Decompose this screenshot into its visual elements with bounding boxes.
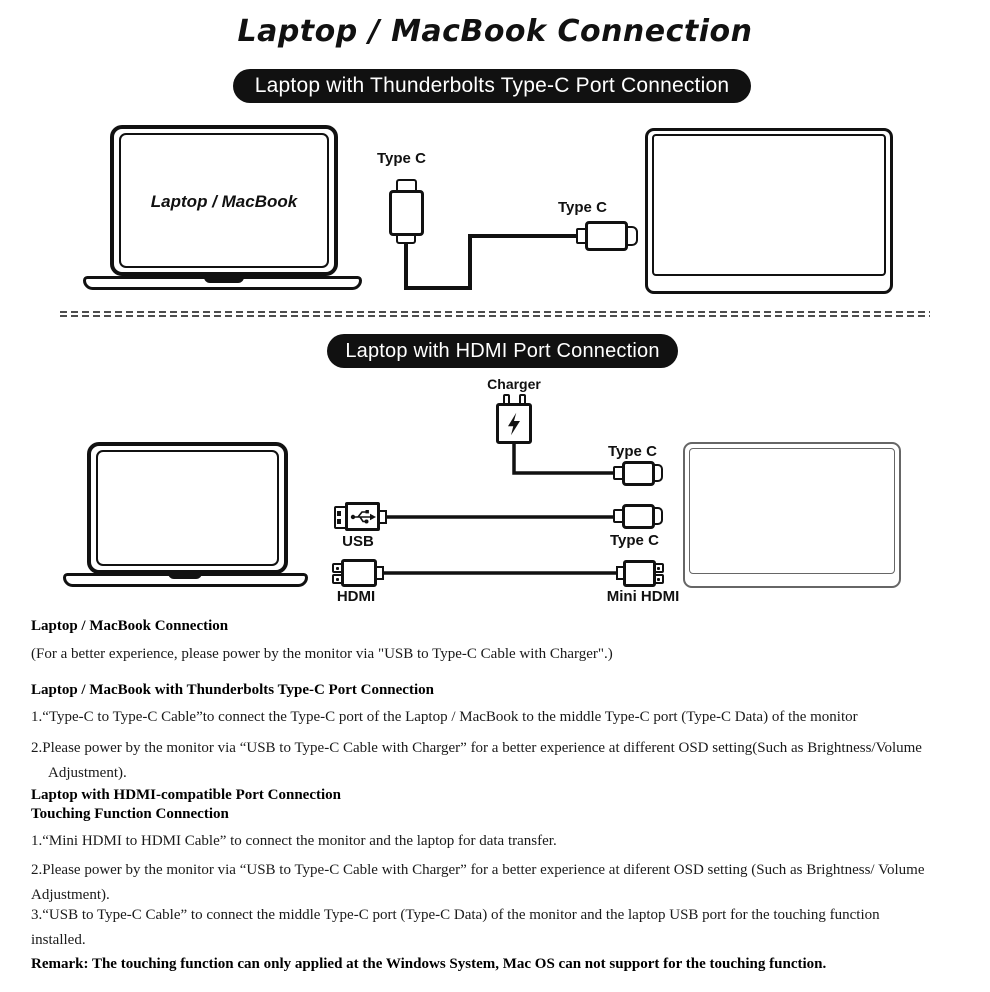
page-title: Laptop / MacBook Connection (237, 14, 753, 49)
laptop-notch (204, 276, 244, 283)
typec-connector-1-body (389, 190, 424, 236)
remark: Remark: The touching function can only applied at the Windows System, Mac OS can not support for the touching function. (31, 956, 827, 972)
instructions-note: (For a better experience, please power by the monitor via "USB to Type-C Cable with Charger".) (31, 646, 613, 662)
typec-instructions-heading: Laptop / MacBook with Thunderbolts Type-C Port Connection (31, 682, 434, 698)
hdmi-body (341, 559, 377, 587)
typec-top-label: Type C (608, 443, 657, 460)
typec-label-2: Type C (558, 199, 607, 216)
monitor2-screen (689, 448, 895, 574)
laptop2-screen (96, 450, 279, 566)
hdmi-cap-hole (336, 567, 339, 570)
hdmi-instructions-heading: Laptop with HDMI-compatible Port Connection (31, 787, 341, 803)
typec-top-body (622, 461, 655, 486)
typec-mid-label: Type C (610, 532, 659, 549)
typec-connector-2-body (585, 221, 628, 251)
usb-body (345, 502, 380, 531)
laptop2-notch (168, 573, 202, 579)
typec-mid-body (622, 504, 655, 529)
usb-plug-pin (337, 519, 341, 524)
typec-section-banner-label: Laptop with Thunderbolts Type-C Port Connection (254, 74, 730, 97)
usb-trident-icon (350, 508, 376, 525)
mini-hdmi-cap-hole (657, 567, 660, 570)
typec-label-1: Type C (377, 150, 426, 167)
mini-hdmi-label: Mini HDMI (606, 588, 680, 605)
section-divider (60, 311, 930, 317)
charger-body (496, 403, 532, 444)
hdmi-step-2: 2.Please power by the monitor via “USB to Type-C Cable with Charger” for a better experience at diferent OSD setting (Such as Brightness/ Volume Adjustment). (31, 862, 925, 903)
mini-hdmi-body (623, 560, 656, 587)
usb-label: USB (342, 533, 374, 550)
typec-step-1: 1.“Type-C to Type-C Cable”to connect the Type-C port of the Laptop / MacBook to the middle Type-C port (Type-C Data) of the monitor (31, 709, 858, 725)
hdmi-cap-hole (336, 578, 339, 581)
hdmi-section-banner (327, 334, 678, 368)
usb-plug-pin (337, 511, 341, 516)
hdmi-step-3: 3.“USB to Type-C Cable” to connect the middle Type-C port (Type-C Data) of the monitor and the laptop USB port for the touching function installed. (31, 907, 880, 948)
laptop-screen-label: Laptop / MacBook (150, 192, 298, 211)
charger-label: Charger (487, 376, 541, 392)
typec-step-2: 2.Please power by the monitor via “USB to Type-C Cable with Charger” for a better experience at different OSD setting(Such as Brightness/Volume Adjustment). (31, 740, 922, 781)
lightning-bolt-icon (505, 411, 523, 437)
instructions-heading-main: Laptop / MacBook Connection (31, 618, 229, 634)
mini-hdmi-cap-hole (657, 578, 660, 581)
hdmi-section-banner-label: Laptop with HDMI Port Connection (345, 339, 660, 362)
hdmi-label: HDMI (336, 588, 376, 605)
hdmi-step-1: 1.“Mini HDMI to HDMI Cable” to connect the monitor and the laptop for data transfer. (31, 833, 557, 849)
monitor-screen (652, 134, 886, 276)
touch-instructions-heading: Touching Function Connection (31, 806, 229, 822)
